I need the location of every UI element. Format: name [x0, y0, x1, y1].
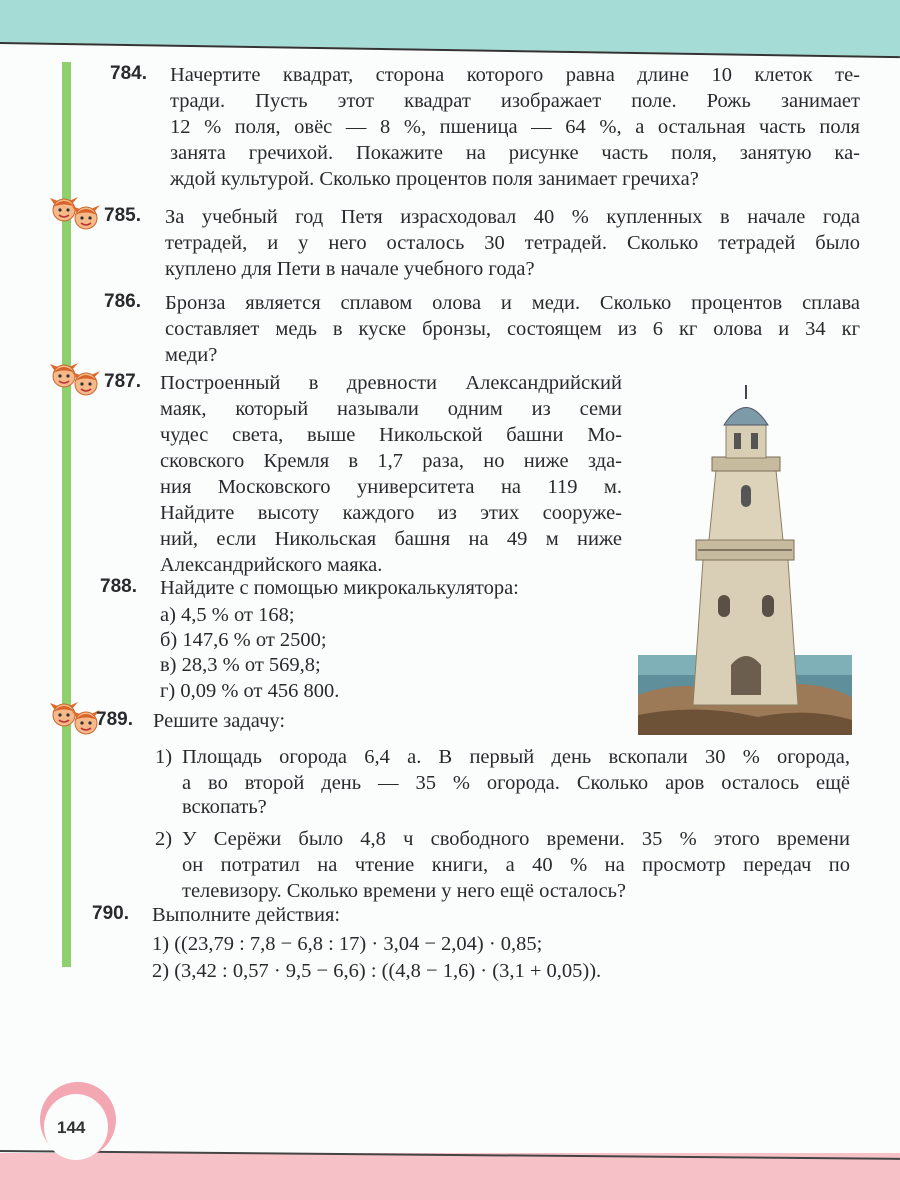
problem-text-line: ния Московского университета на 119 м. — [160, 476, 622, 498]
sub-item: в) 28,3 % от 569,8; — [160, 654, 321, 676]
lighthouse-illustration — [638, 385, 852, 735]
problem-text-line: За учебный год Петя израсходовал 40 % купленных в начале года — [165, 206, 860, 228]
problem-text-line: У Серёжи было 4,8 ч свободного времени. 35 % этого времени — [182, 828, 850, 850]
problem-text-line: составляет медь в куске бронзы, состоящем из 6 кг олова и 34 кг — [165, 318, 860, 340]
problem-text-line: сковского Кремля в 1,7 раза, но ниже зда- — [160, 450, 622, 472]
sub-item: 1) ((23,79 : 7,8 − 6,8 : 17) · 3,04 − 2,04) · 0,85; — [152, 933, 543, 955]
problem-text-line: тради. Пусть этот квадрат изображает поле. Рожь занимает — [170, 90, 860, 112]
problem-text-line: маяк, который называли одним из семи — [160, 398, 622, 420]
problem-text-line: занята гречихой. Покажите на рисунке часть поля, занятую ка- — [170, 142, 860, 164]
sub-item: 2) (3,42 : 0,57 · 9,5 − 6,6) : ((4,8 − 1,6) · (3,1 + 0,05)). — [152, 960, 602, 982]
sub-item-marker: 2) — [155, 828, 173, 850]
problem-number: 789. — [96, 709, 133, 730]
problem-text-line: чудес света, выше Никольской башни Мо- — [160, 424, 622, 446]
sub-item-marker: 1) — [155, 746, 173, 768]
problem-number: 786. — [104, 291, 141, 312]
page-number: 144 — [57, 1118, 86, 1137]
problem-text-line: Бронза является сплавом олова и меди. Сколько процентов сплава — [165, 292, 860, 314]
problem-text-line: тетрадей, и у него осталось 30 тетрадей. Сколько тетрадей было — [165, 232, 860, 254]
problem-text-line: Решите задачу: — [153, 710, 286, 732]
problem-text-line: меди? — [165, 344, 218, 366]
problem-text-line: Построенный в древности Александрийский — [160, 372, 622, 394]
problem-text-line: Площадь огорода 6,4 а. В первый день вскопали 30 % огорода, — [182, 746, 850, 768]
problem-text-line: телевизору. Сколько времени у него ещё осталось? — [182, 880, 627, 902]
problem-text-line: куплено для Пети в начале учебного года? — [165, 258, 535, 280]
problem-text-line: Александрийского маяка. — [160, 554, 383, 576]
bottom-color-band — [0, 1153, 900, 1200]
sub-item: б) 147,6 % от 2500; — [160, 629, 327, 651]
problem-text-line: Выполните действия: — [152, 904, 341, 926]
problem-text-line: 12 % поля, овёс — 8 %, пшеница — 64 %, а остальная часть поля — [170, 116, 860, 138]
problem-text-line: Найдите высоту каждого из этих сооруже- — [160, 502, 622, 524]
kids-faces-icon — [48, 358, 104, 402]
problem-number: 788. — [100, 576, 137, 597]
problem-text-line: он потратил на чтение книги, а 40 % на просмотр передач по — [182, 854, 850, 876]
problem-text-line: вскопать? — [182, 796, 267, 818]
problem-text-line: Начертите квадрат, сторона которого равна длине 10 клеток те- — [170, 64, 860, 86]
problem-number: 790. — [92, 903, 129, 924]
sub-item: а) 4,5 % от 168; — [160, 604, 295, 626]
problem-number: 784. — [110, 63, 147, 84]
problem-number: 787. — [104, 371, 141, 392]
kids-faces-icon — [48, 192, 104, 236]
problem-text-line: а во второй день — 35 % огорода. Сколько аров осталось ещё — [182, 772, 850, 794]
problem-number: 785. — [104, 205, 141, 226]
sub-item: г) 0,09 % от 456 800. — [160, 680, 340, 702]
problem-text-line: ний, если Никольская башня на 49 м ниже — [160, 528, 622, 550]
problem-text-line: Найдите с помощью микрокалькулятора: — [160, 577, 519, 599]
problem-text-line: ждой культурой. Сколько процентов поля занимает гречиха? — [170, 168, 699, 190]
